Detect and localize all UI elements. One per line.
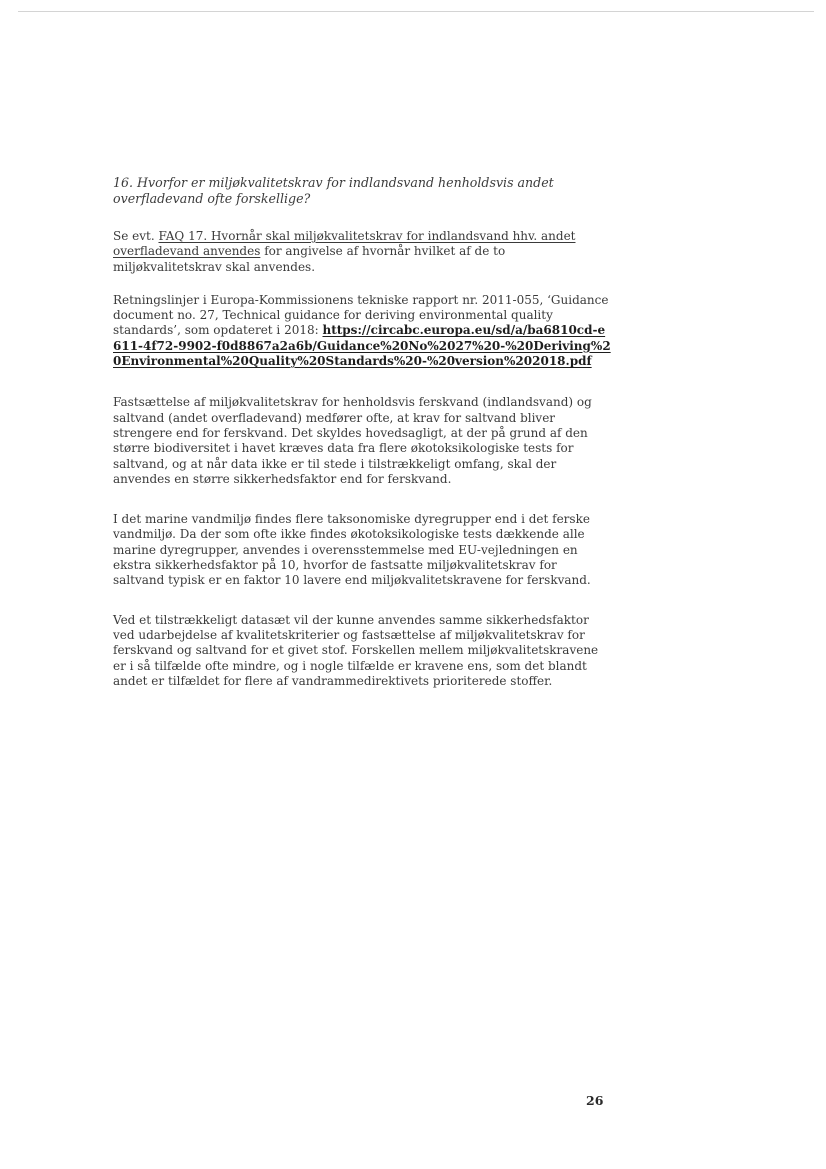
page-top-rule xyxy=(18,11,814,12)
paragraph-marine-environment: I det marine vandmiljø findes flere taksonomiske dyregrupper end i det ferske vandmiljø. Da der som ofte ikke findes økotoksikologiske tests dækkende alle marine dyregrupper, anvendes i overensstemmelse med EU-vejledningen en ekstra sikkerhedsfaktor på 10, hvorfor de fastsatte miljøkvalitetskrav for saltvand typisk er en faktor 10 lavere end miljøkvalitetskravene for ferskvand. xyxy=(113,512,591,588)
paragraph-guidance-reference xyxy=(113,293,611,369)
faq-17-link[interactable]: FAQ 17. Hvornår skal miljøkvalitetskrav for indlandsvand hhv. andet overfladevand anvendes xyxy=(113,229,576,259)
paragraph-suffix: for angivelse af hvornår hvilket af de to miljøkvalitetskrav skal anvendes. xyxy=(113,244,506,274)
paragraph-freshwater-saltwater: Fastsættelse af miljøkvalitetskrav for henholdsvis ferskvand (indlandsvand) og saltvand (andet overfladevand) medfører ofte, at krav for saltvand bliver strengere end for ferskvand. Det skyldes hovedsagligt, at der på grund af den større biodiversitet i havet kræves data fra flere økotoksikologiske tests for saltvand, og at når data ikke er til stede i tilstrækkeligt omfang, skal der anvendes en større sikkerhedsfaktor end for ferskvand. xyxy=(113,395,592,486)
paragraph-prefix: Se evt. xyxy=(113,229,159,243)
document-body xyxy=(113,175,611,689)
paragraph-faq-reference xyxy=(113,229,611,275)
guidance-url-link[interactable]: https://circabc.europa.eu/sd/a/ba6810cd-e611-4f72-9902-f0d8867a2a6b/Guidance%20No%2027%20-%20Deriving%20Environmental%20Quality%20Standards%20-%20version%202018.pdf xyxy=(113,323,611,369)
section-heading: 16. Hvorfor er miljøkvalitetskrav for indlandsvand henholdsvis andet overfladevand ofte forskellige? xyxy=(113,175,554,206)
page-number: 26 xyxy=(586,1093,604,1108)
paragraph-dataset: Ved et tilstrækkeligt datasæt vil der kunne anvendes samme sikkerhedsfaktor ved udarbejdelse af kvalitetskriterier og fastsættelse af miljøkvalitetskrav for ferskvand og saltvand for et givet stof. Forskellen mellem miljøkvalitetskravene er i så tilfælde ofte mindre, og i nogle tilfælde er kravene ens, som det blandt andet er tilfældet for flere af vandrammedirektivets prioriterede stoffer. xyxy=(113,612,599,688)
guidance-text: Retningslinjer i Europa-Kommissionens tekniske rapport nr. 2011-055, ‘Guidance document no. 27, Technical guidance for deriving environmental quality standards’, som opdateret i 2018: xyxy=(113,292,609,338)
